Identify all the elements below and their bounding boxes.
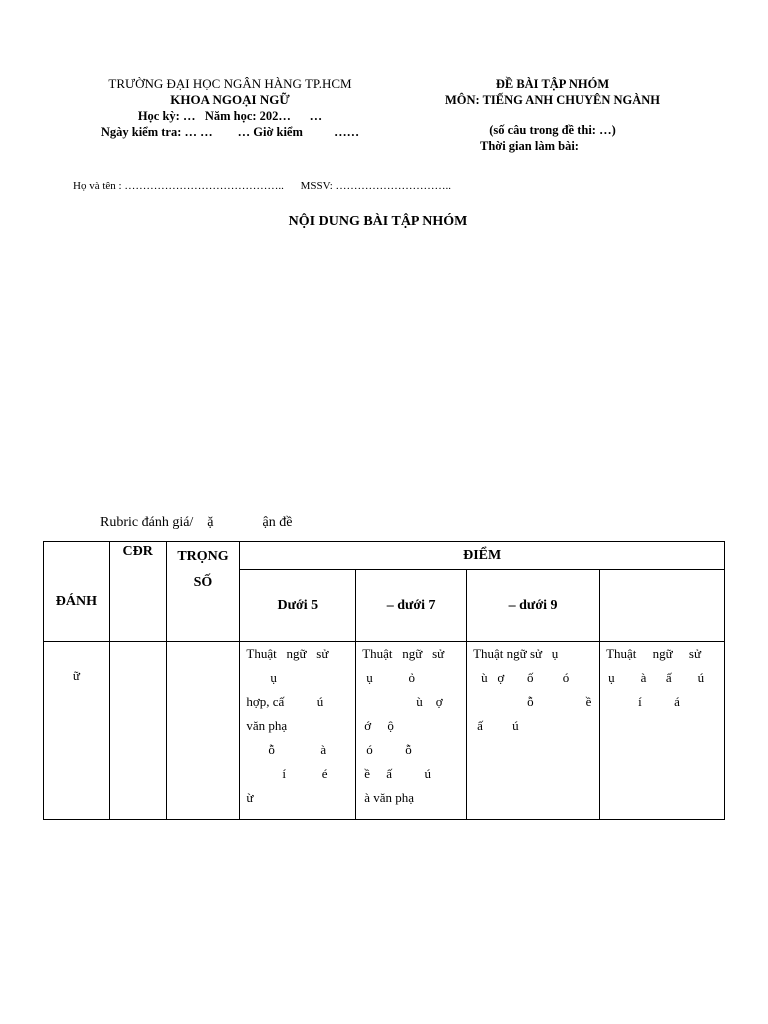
desc-line: Thuật ngữ sử ụ — [473, 646, 559, 661]
row-desc-level-4 — [600, 642, 725, 820]
row-desc-level-1 — [240, 642, 356, 820]
rubric-table — [43, 541, 725, 820]
desc-line: ề ấ ú — [364, 766, 432, 781]
student-info — [73, 180, 465, 192]
row-desc-level-3 — [467, 642, 600, 820]
semester-line: Học kỳ: … Năm học: 202… … — [137, 109, 323, 123]
student-id-field: MSSV: ………………………….. — [300, 180, 452, 192]
header-weight: TRỌNG SỐ — [166, 542, 240, 642]
header-cdr: CĐR — [109, 542, 166, 642]
desc-line: ừ — [246, 790, 254, 805]
date-line: Ngày kiểm tra: … … … Giờ kiểm …… — [100, 125, 360, 139]
header-criteria: ĐÁNH — [44, 542, 110, 642]
desc-line: hợp, cấ ú — [246, 694, 324, 709]
row-criteria: ữ — [44, 642, 110, 820]
row-cdr — [109, 642, 166, 820]
school-name: TRƯỜNG ĐẠI HỌC NGÂN HÀNG TP.HCM — [108, 76, 352, 91]
desc-line: ỗ à — [268, 742, 327, 757]
desc-line: ụ à ấ ú — [608, 670, 705, 685]
desc-line: í á — [638, 694, 680, 709]
duration-label: Thời gian làm bài: — [480, 139, 579, 153]
desc-line: Thuật ngữ sử — [246, 646, 329, 661]
subject-name: MÔN: TIẾNG ANH CHUYÊN NGÀNH — [444, 93, 661, 107]
desc-line: ỗ ề — [527, 694, 592, 709]
desc-line: ớ ộ — [364, 718, 394, 733]
desc-line: ấ ú — [477, 718, 519, 733]
desc-line: ó ỗ — [366, 742, 412, 757]
page-title: NỘI DUNG BÀI TẬP NHÓM — [288, 214, 468, 229]
header-right — [420, 76, 685, 154]
question-count: (số câu trong đề thi: …) — [489, 123, 616, 137]
faculty-name: KHOA NGOẠI NGỮ — [170, 92, 290, 107]
header-left — [90, 76, 370, 140]
desc-line: Thuật ngữ sử — [362, 646, 445, 661]
desc-line: í é — [282, 766, 328, 781]
assignment-title: ĐỀ BÀI TẬP NHÓM — [495, 77, 610, 91]
rubric-caption: Rubric đánh giá/ ặ ận đề — [100, 515, 293, 530]
row-weight — [166, 642, 240, 820]
header-level-4 — [600, 570, 725, 642]
header-level-2: – dưới 7 — [356, 570, 467, 642]
desc-line: ụ — [270, 670, 277, 685]
header-level-3: – dưới 9 — [467, 570, 600, 642]
desc-line: à văn phạ — [364, 790, 415, 805]
desc-line: ụ ỏ — [366, 670, 415, 685]
desc-line: Thuật ngữ sử — [606, 646, 702, 661]
header-score: ĐIỂM — [240, 542, 725, 570]
student-name-field: Họ và tên : …………………………………….. — [73, 180, 284, 192]
desc-line: văn phạ — [246, 718, 288, 733]
header-level-1: Dưới 5 — [240, 570, 356, 642]
desc-line: ù ợ — [416, 694, 443, 709]
row-desc-level-2 — [356, 642, 467, 820]
desc-line: ù ợ ố ó — [481, 670, 570, 685]
